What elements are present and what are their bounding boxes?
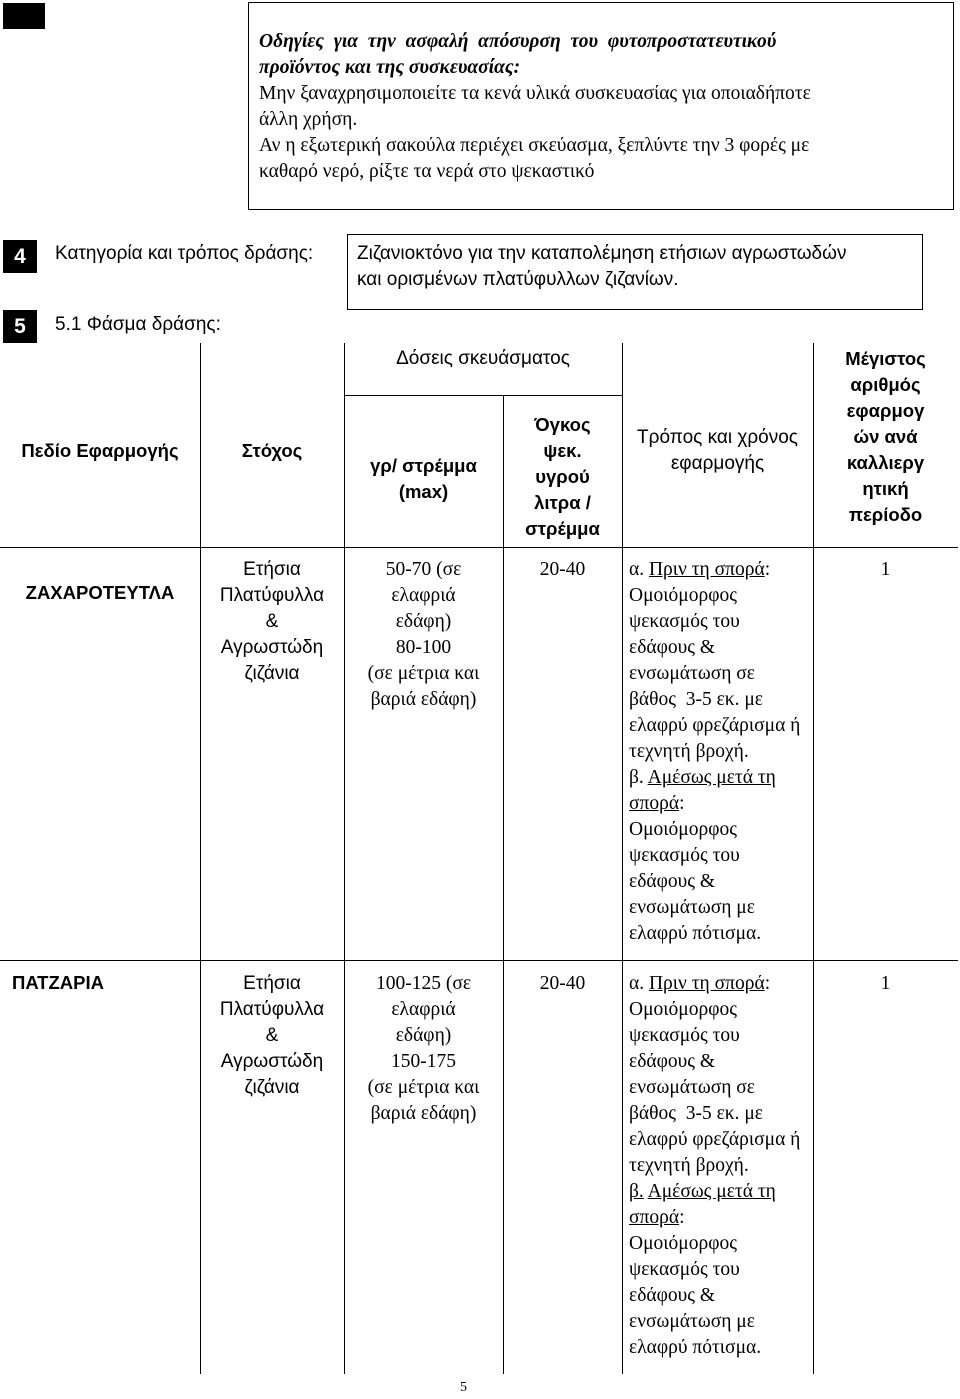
method-b-title: Αμέσως μετά τη [647,767,776,788]
disposal-instructions-box [248,2,954,210]
method-a-title: Πριν τη σπορά [648,973,765,994]
category-value-line: και ορισμένων πλατύφυλλων ζιζανίων. [357,269,679,290]
header-line: Τρόπος και χρόνος [637,427,798,448]
target-line: Αγρωστώδη [220,1051,324,1072]
dose-line: βαριά εδάφη) [370,1103,477,1124]
target-line: ζιζάνια [244,663,300,684]
disposal-body-line: καθαρό νερό, ρίξτε τα νερά στο ψεκαστικό [259,161,595,182]
target-line: Αγρωστώδη [220,637,324,658]
row-volume-cell: 20-40 [539,559,586,580]
dose-line: ελαφριά [391,585,456,606]
method-a-prefix: α. [629,973,649,994]
dose-line: εδάφη) [395,611,452,632]
target-line: & [265,611,279,632]
method-line: τεχνητή βροχή. [629,1155,749,1176]
header-doses-group: Δόσεις σκευάσματος [396,348,570,369]
method-line: βάθος 3-5 εκ. με [629,1103,763,1124]
header-max-applications [813,346,958,528]
method-b-title: σπορά [629,1207,680,1228]
header-line: εφαρμογ [846,400,925,421]
disposal-title-line: Οδηγίες για την ασφαλή απόσυρση του φυτοπροστατευτικού [259,31,777,52]
header-line: ψεκ. [543,440,582,461]
disposal-title-line: προϊόντος και της συσκευασίας: [259,57,521,78]
header-method [622,425,813,477]
target-line: & [265,1025,279,1046]
dose-line: 100-125 (σε [375,973,472,994]
disposal-body-line: Αν η εξωτερική σακούλα περιέχει σκεύασμα, ξεπλύντε την 3 φορές με [259,135,810,156]
dose-line: εδάφη) [395,1025,452,1046]
page-number: 5 [460,1380,467,1395]
method-b-prefix: β. [629,767,644,788]
header-line: αριθμός [850,374,921,395]
category-value-line: Ζιζανιοκτόνο για την καταπολέμηση ετήσιων αγρωστωδών [357,243,847,264]
dose-line: ελαφριά [391,999,456,1020]
method-line: ελαφρύ πότισμα. [629,923,762,944]
header-line: καλλιεργ [846,452,925,473]
header-line: Μέγιστος [845,348,926,369]
header-line: εφαρμογής [670,453,765,474]
row-method-cell [629,557,813,947]
row-dose-cell [344,971,503,1127]
section-4-number: 4 [3,240,37,273]
method-line: ψεκασμός του [629,1259,740,1280]
header-volume [503,412,622,542]
row-method-cell [629,971,813,1361]
disposal-body-line: Μην ξαναχρησιμοποιείτε τα κενά υλικά συσκευασίας για οποιαδήποτε [259,83,811,104]
dose-line: 80-100 [395,637,452,658]
header-line: υγρού [535,466,590,487]
dose-line: (σε μέτρια και [367,663,480,684]
method-line: ψεκασμός του [629,845,740,866]
method-line: ελαφρύ φρεζάρισμα ή [629,715,801,736]
header-line: ητική [862,478,909,499]
header-line: λιτρα / [534,492,591,513]
method-a-heading: α. Πριν τη σπορά: [629,559,771,580]
section-5-number: 5 [3,310,37,343]
table-column-divider [622,343,623,1374]
target-line: Ετήσια [243,559,301,580]
dose-line: 50-70 (σε [385,559,462,580]
table-header-divider [0,547,958,548]
method-line: ελαφρύ φρεζάρισμα ή [629,1129,801,1150]
method-b-prefix: β. [629,1181,644,1202]
method-line: Ομοιόμορφος [629,999,737,1020]
method-line: εδάφους & [629,1285,716,1306]
method-b-heading-cont: σπορά: [629,1207,685,1228]
row-max-applications-cell: 1 [880,559,891,580]
method-b-heading [629,765,813,791]
method-a-prefix: α. [629,559,649,580]
disposal-body-line: άλλη χρήση. [259,109,358,130]
method-line: ενσωμάτωση με [629,1311,755,1332]
dose-line: 150-175 [391,1051,456,1072]
dose-line: βαριά εδάφη) [370,689,477,710]
row-volume-cell: 20-40 [539,973,586,994]
method-line: εδάφους & [629,871,716,892]
row-target-cell [200,557,344,687]
row-dose-cell [344,557,503,713]
method-b-title: Αμέσως μετά τη [647,1181,776,1202]
method-line: ενσωμάτωση με [629,897,755,918]
table-column-divider [200,343,201,1374]
header-line: ών ανά [853,426,918,447]
header-line: περίοδο [848,504,923,525]
header-line: (max) [398,481,449,502]
header-field: Πεδίο Εφαρμογής [21,440,179,461]
method-line: ψεκασμός του [629,611,740,632]
method-line: Ομοιόμορφος [629,1233,737,1254]
target-line: Πλατύφυλλα [219,999,325,1020]
method-a-title: Πριν τη σπορά [648,559,765,580]
method-line: βάθος 3-5 εκ. με [629,689,763,710]
row-target-cell [200,971,344,1101]
target-line: Πλατύφυλλα [219,585,325,606]
corner-tab-marker [3,3,45,29]
table-row-divider [0,960,958,961]
table-subheader-divider [344,395,622,396]
target-line: Ετήσια [243,973,301,994]
method-line: Ομοιόμορφος [629,819,737,840]
header-dose-per-stremma [344,453,503,505]
row-field-cell: ΖΑΧΑΡΟΤΕΥΤΛΑ [25,582,175,603]
row-field-cell: ΠΑΤΖΑΡΙΑ [12,972,104,993]
header-target: Στόχος [241,440,303,461]
dose-line: (σε μέτρια και [367,1077,480,1098]
section-4-label: Κατηγορία και τρόπος δράσης: [55,243,314,264]
method-line: Ομοιόμορφος [629,585,737,606]
method-b-title: σπορά [629,793,680,814]
method-line: ενσωμάτωση σε [629,1077,755,1098]
method-b-heading [629,1179,813,1205]
method-a-heading: α. Πριν τη σπορά: [629,973,771,994]
target-line: ζιζάνια [244,1077,300,1098]
header-line: Όγκος [534,414,591,435]
method-line: εδάφους & [629,637,716,658]
section-5-label: 5.1 Φάσμα δράσης: [55,314,221,335]
row-max-applications-cell: 1 [880,973,891,994]
method-b-heading-cont: σπορά: [629,793,685,814]
category-value-box [347,234,923,310]
method-line: ενσωμάτωση σε [629,663,755,684]
method-line: ψεκασμός του [629,1025,740,1046]
header-line: στρέμμα [525,518,600,539]
header-line: γρ/ στρέμμα [370,455,477,476]
method-line: ελαφρύ πότισμα. [629,1337,762,1358]
method-line: εδάφους & [629,1051,716,1072]
method-line: τεχνητή βροχή. [629,741,749,762]
disposal-title [259,29,953,81]
